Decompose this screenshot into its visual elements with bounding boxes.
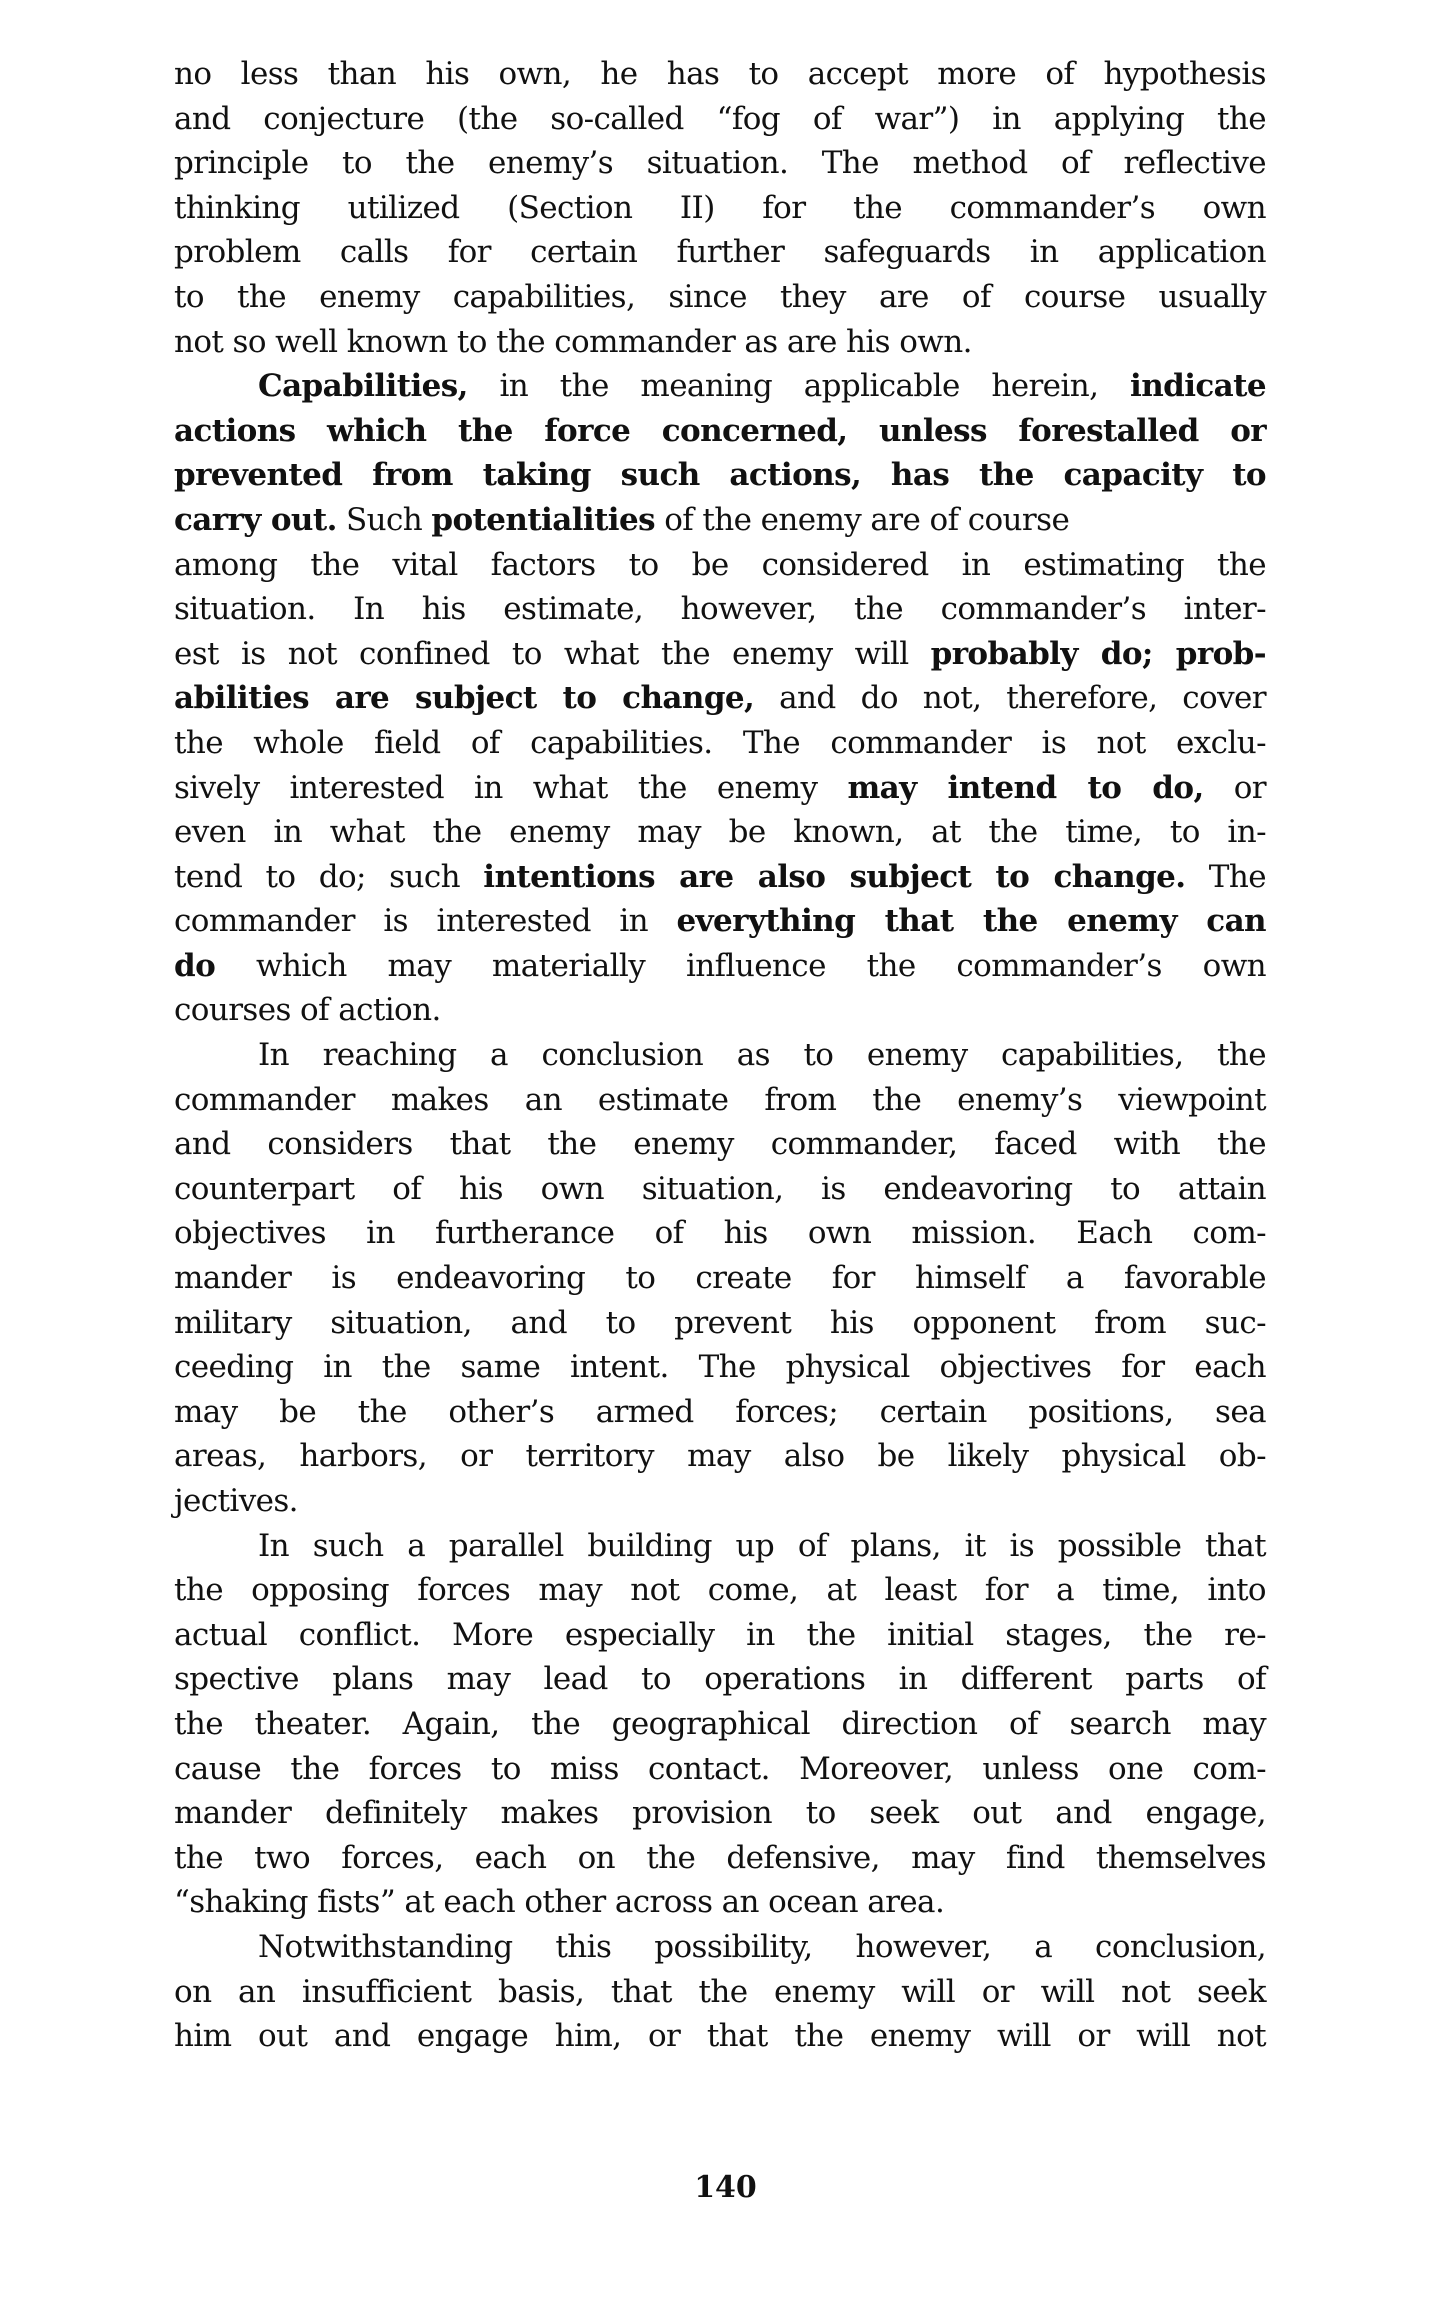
text-line bbox=[174, 1479, 1266, 1524]
text-run: or bbox=[1203, 769, 1266, 806]
text-line bbox=[174, 1211, 1266, 1256]
text-run: spective plans may lead to operations in different parts of bbox=[174, 1661, 1266, 1698]
text-run: mander is endeavoring to create for himself a favorable bbox=[174, 1260, 1266, 1297]
text-line bbox=[174, 944, 1266, 989]
text-run: actual conflict. More especially in the initial stages, the re- bbox=[174, 1616, 1266, 1653]
text-line bbox=[174, 1256, 1266, 1301]
text-run: him out and engage him, or that the enemy will or will not bbox=[174, 2018, 1266, 2055]
bold-text: everything that the enemy can bbox=[676, 903, 1266, 940]
text-line bbox=[174, 810, 1266, 855]
text-run: even in what the enemy may be known, at the time, to in- bbox=[174, 814, 1266, 851]
text-line bbox=[174, 1390, 1266, 1435]
bold-text: abilities are subject to change, bbox=[174, 680, 755, 717]
text-line bbox=[174, 1791, 1266, 1836]
text-run: the whole field of capabilities. The commander is not exclu- bbox=[174, 724, 1266, 761]
bold-text: potentialities bbox=[431, 501, 655, 538]
bold-text: Capabilities, bbox=[258, 368, 468, 405]
text-run: est is not confined to what the enemy will bbox=[174, 635, 931, 672]
bold-text: indicate bbox=[1130, 368, 1266, 405]
text-line bbox=[174, 1345, 1266, 1390]
text-run: Notwithstanding this possibility, however, a conclusion, bbox=[258, 1928, 1266, 1965]
text-line bbox=[174, 899, 1266, 944]
text-line bbox=[174, 230, 1266, 275]
text-line bbox=[174, 1434, 1266, 1479]
text-run: jectives. bbox=[174, 1483, 298, 1519]
text-run: and do not, therefore, cover bbox=[754, 680, 1266, 717]
paragraph bbox=[174, 1033, 1266, 1524]
text-run: not so well known to the commander as are his own. bbox=[174, 323, 972, 360]
text-run: problem calls for certain further safeguards in application bbox=[174, 234, 1266, 271]
text-line bbox=[174, 855, 1266, 900]
text-run: situation. In his estimate, however, the commander’s inter- bbox=[174, 591, 1266, 628]
text-run: courses of action. bbox=[174, 992, 441, 1029]
bold-text: actions which the force concerned, unless forestalled or bbox=[174, 412, 1266, 449]
paragraph bbox=[174, 364, 1266, 1033]
text-line bbox=[174, 1925, 1266, 1970]
text-run: and considers that the enemy commander, faced with the bbox=[174, 1126, 1266, 1163]
text-run: commander makes an estimate from the enemy’s viewpoint bbox=[174, 1081, 1266, 1118]
body-text bbox=[174, 52, 1266, 2059]
text-line bbox=[174, 453, 1266, 498]
text-line bbox=[174, 1657, 1266, 1702]
text-run: in the meaning applicable herein, bbox=[467, 368, 1131, 405]
text-run: may be the other’s armed forces; certain positions, sea bbox=[174, 1393, 1266, 1430]
text-line bbox=[174, 186, 1266, 231]
text-run: the theater. Again, the geographical direction of search may bbox=[174, 1705, 1266, 1742]
text-line bbox=[174, 676, 1266, 721]
text-line bbox=[174, 721, 1266, 766]
bold-text: prevented from taking such actions, has the capacity to bbox=[174, 457, 1266, 494]
bold-text: carry out. bbox=[174, 501, 337, 538]
text-run: ceeding in the same intent. The physical objectives for each bbox=[174, 1349, 1266, 1386]
bold-text: probably do; prob- bbox=[930, 635, 1266, 672]
text-line bbox=[174, 1078, 1266, 1123]
text-run: objectives in furtherance of his own mission. Each com- bbox=[174, 1215, 1266, 1252]
text-run: the opposing forces may not come, at least for a time, into bbox=[174, 1572, 1266, 1609]
text-line bbox=[174, 320, 1266, 365]
text-run: among the vital factors to be considered in estimating the bbox=[174, 546, 1266, 583]
text-run: no less than his own, he has to accept more of hypothesis bbox=[174, 56, 1266, 92]
page-number: 140 bbox=[694, 2170, 757, 2205]
text-line bbox=[174, 766, 1266, 811]
text-line bbox=[174, 1613, 1266, 1658]
text-run: In reaching a conclusion as to enemy capabilities, the bbox=[258, 1037, 1266, 1074]
text-line bbox=[174, 1747, 1266, 1792]
text-line bbox=[174, 1033, 1266, 1078]
text-run: of the enemy are of course bbox=[654, 501, 1070, 538]
text-run: In such a parallel building up of plans, it is possible that bbox=[258, 1527, 1266, 1564]
text-line bbox=[174, 1836, 1266, 1881]
text-line bbox=[174, 409, 1266, 454]
text-line bbox=[174, 543, 1266, 588]
text-line bbox=[174, 1568, 1266, 1613]
text-line bbox=[174, 1167, 1266, 1212]
text-run: areas, harbors, or territory may also be likely physical ob- bbox=[174, 1438, 1266, 1475]
text-line bbox=[174, 1702, 1266, 1747]
text-line bbox=[174, 275, 1266, 320]
text-line bbox=[174, 364, 1266, 409]
bold-text: do bbox=[174, 947, 216, 984]
text-run: to the enemy capabilities, since they are of course usually bbox=[174, 278, 1266, 315]
text-line bbox=[174, 97, 1266, 142]
text-line bbox=[174, 1970, 1266, 2015]
text-line bbox=[174, 52, 1266, 97]
text-run: principle to the enemy’s situation. The method of reflective bbox=[174, 145, 1266, 182]
text-run: The bbox=[1185, 858, 1266, 895]
bold-text: intentions are also subject to change. bbox=[483, 858, 1186, 895]
paragraph bbox=[174, 1524, 1266, 1925]
text-line bbox=[174, 498, 1266, 543]
text-run: cause the forces to miss contact. Moreover, unless one com- bbox=[174, 1750, 1266, 1787]
text-run: tend to do; such bbox=[174, 858, 484, 895]
text-line bbox=[174, 1122, 1266, 1167]
text-run: counterpart of his own situation, is endeavoring to attain bbox=[174, 1170, 1266, 1207]
text-line bbox=[174, 1524, 1266, 1569]
text-run: “shaking fists” at each other across an ocean area. bbox=[174, 1884, 945, 1921]
bold-text: may intend to do, bbox=[847, 769, 1204, 806]
text-run: Such bbox=[336, 501, 432, 538]
paragraph bbox=[174, 1925, 1266, 2059]
text-run: mander definitely makes provision to seek out and engage, bbox=[174, 1795, 1266, 1832]
text-run: which may materially influence the commander’s own bbox=[215, 947, 1266, 984]
text-line bbox=[174, 1880, 1266, 1925]
text-run: the two forces, each on the defensive, may find themselves bbox=[174, 1839, 1266, 1876]
text-line bbox=[174, 1301, 1266, 1346]
text-run: and conjecture (the so-called “fog of war”) in applying the bbox=[174, 100, 1266, 137]
text-line bbox=[174, 988, 1266, 1033]
text-run: on an insufficient basis, that the enemy will or will not seek bbox=[174, 1973, 1266, 2010]
text-line bbox=[174, 587, 1266, 632]
text-line bbox=[174, 632, 1266, 677]
text-line bbox=[174, 141, 1266, 186]
paragraph bbox=[174, 52, 1266, 364]
text-line bbox=[174, 2014, 1266, 2059]
text-run: commander is interested in bbox=[174, 903, 677, 940]
text-run: sively interested in what the enemy bbox=[174, 769, 848, 806]
text-run: thinking utilized (Section II) for the commander’s own bbox=[174, 189, 1266, 226]
text-run: military situation, and to prevent his opponent from suc- bbox=[174, 1304, 1266, 1341]
